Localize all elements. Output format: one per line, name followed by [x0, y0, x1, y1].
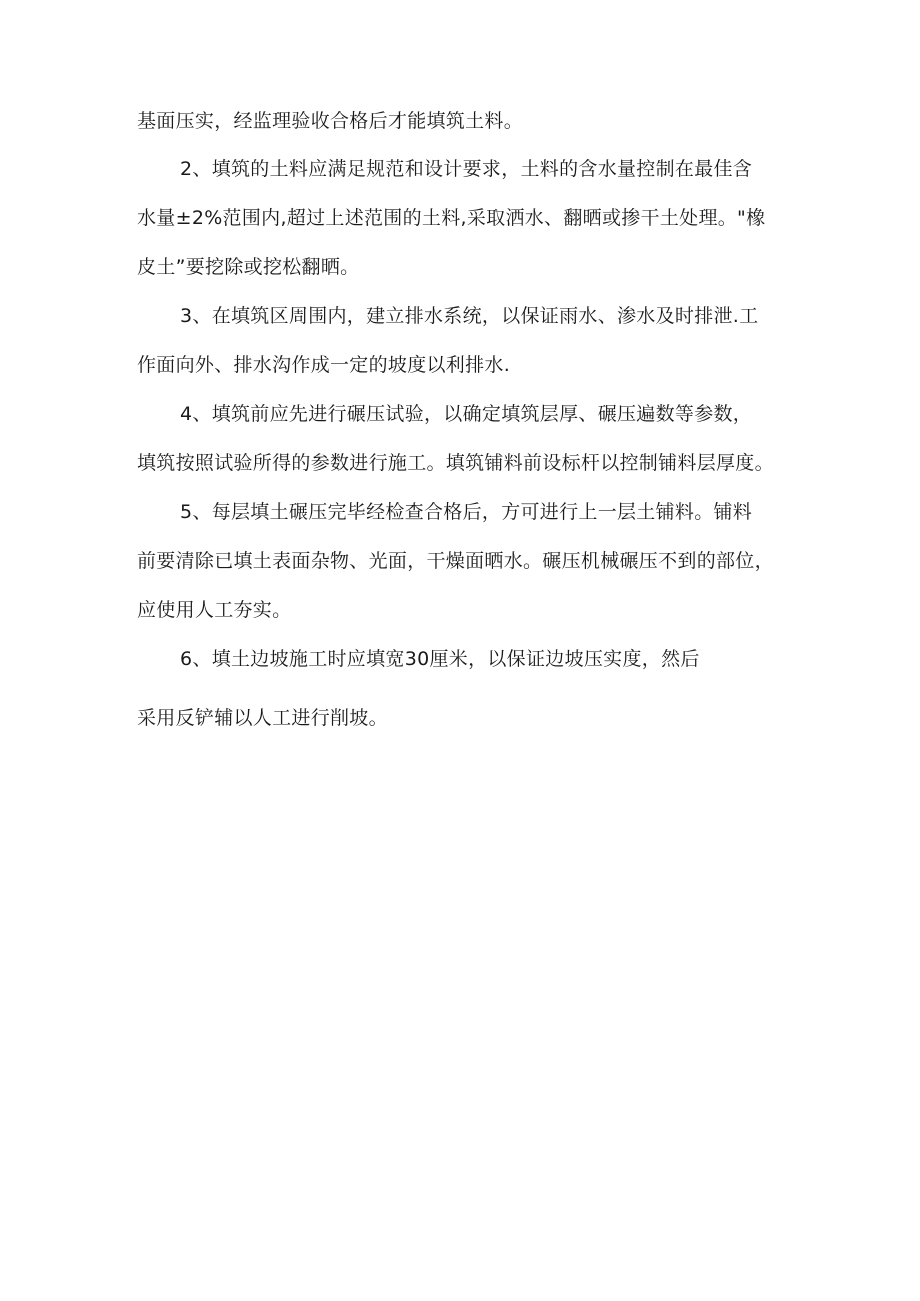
text-line-6: 作面向外、排水沟作成一定的坡度以利排水.	[137, 354, 511, 376]
text-line-8: 填筑按照试验所得的参数进行施工。填筑铺料前设标杆以控制铺料层厚度。	[137, 452, 774, 474]
text-line-2: 2、填筑的土料应满足规范和设计要求，土料的含水量控制在最佳含	[180, 158, 753, 180]
text-line-5: 3、在填筑区周围内，建立排水系统，以保证雨水、渗水及时排泄.工	[180, 305, 759, 327]
text-line-12: 6、填土边坡施工时应填宽30厘米，以保证边坡压实度，然后	[180, 648, 700, 670]
text-line-13: 采用反铲辅以人工进行削坡。	[137, 707, 388, 729]
text-line-10: 前要清除已填土表面杂物、光面，干燥面晒水。碾压机械碾压不到的部位，	[137, 550, 774, 572]
text-line-9: 5、每层填土碾压完毕经检查合格后，方可进行上一层土铺料。铺料	[180, 501, 753, 523]
text-line-7: 4、填筑前应先进行碾压试验，以确定填筑层厚、碾压遍数等参数，	[180, 403, 753, 425]
text-line-4: 皮土”要挖除或挖松翻晒。	[137, 256, 360, 278]
text-line-1: 基面压实，经监理验收合格后才能填筑土料。	[137, 110, 524, 132]
text-line-11: 应使用人工夯实。	[137, 599, 292, 621]
text-line-3: 水量±2%范围内,超过上述范围的土料,采取洒水、翻晒或掺干土处理。"橡	[137, 207, 766, 229]
